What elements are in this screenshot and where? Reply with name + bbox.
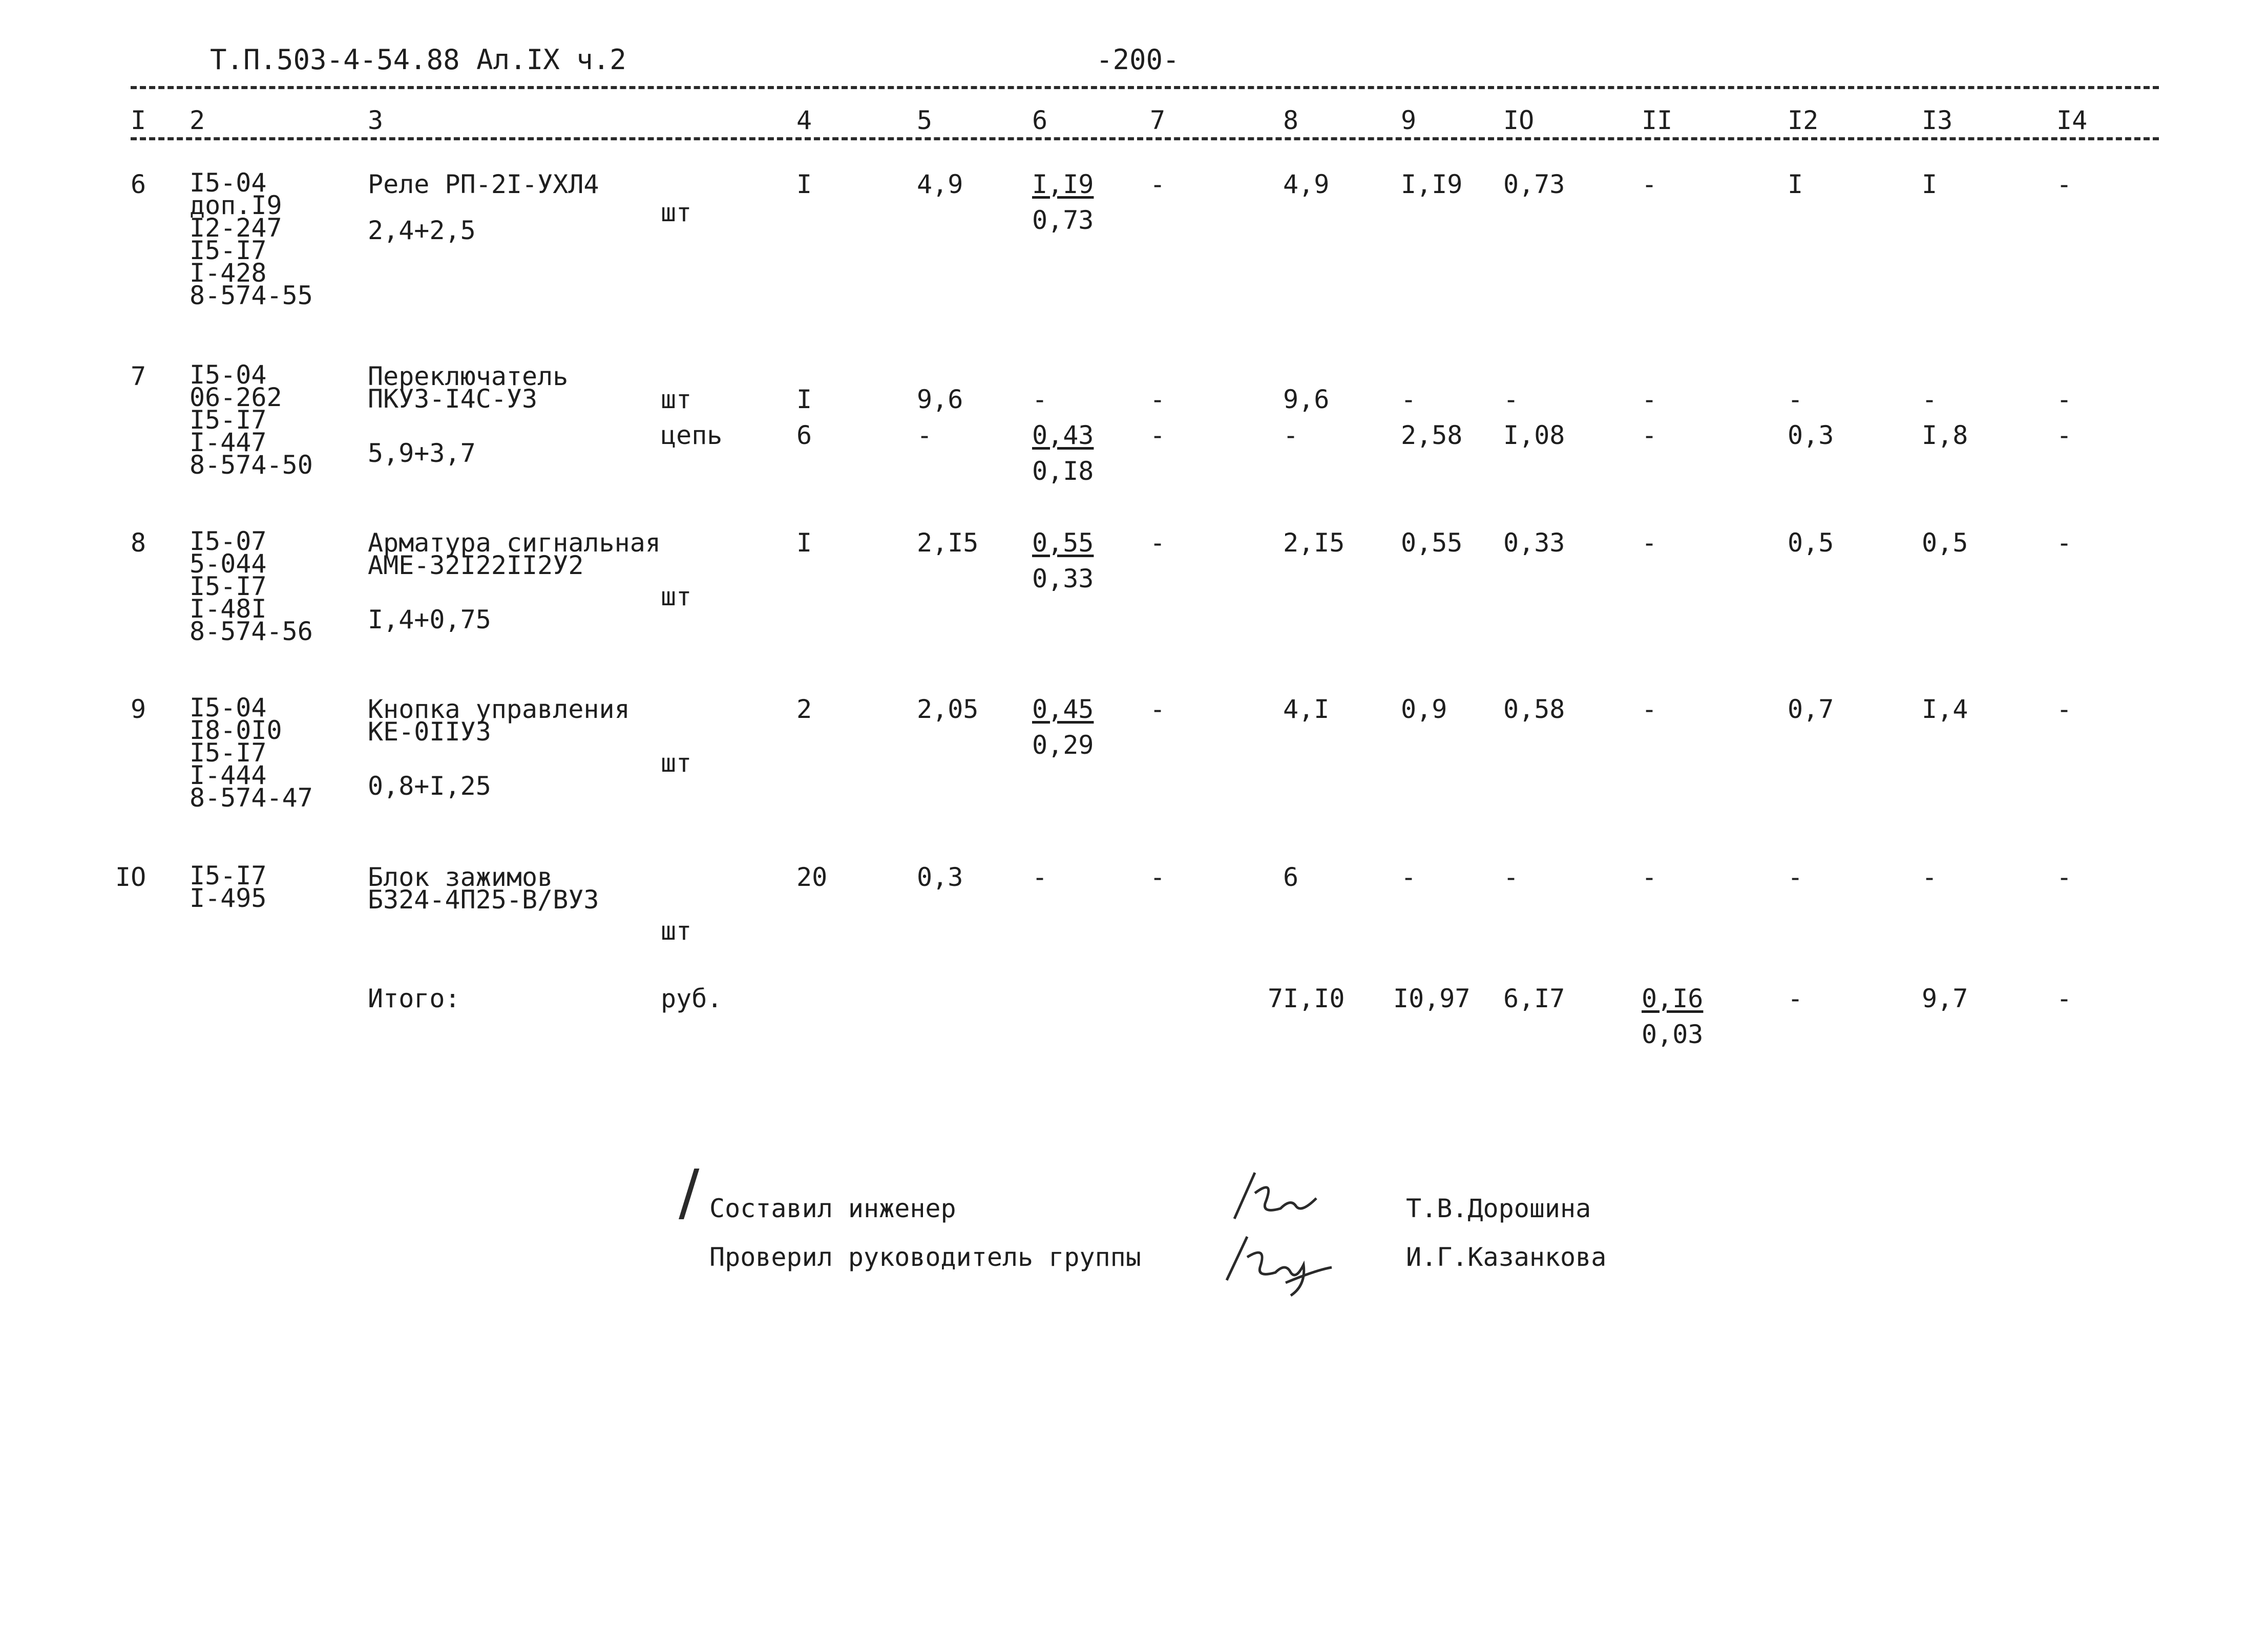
col-7-value: - <box>1150 528 1166 558</box>
col-6-value: 0,55 <box>1032 528 1094 558</box>
row-number: 6 <box>131 169 146 199</box>
col-4-value: I <box>796 528 812 558</box>
col-5-value: 4,9 <box>917 169 963 199</box>
page-number: -200- <box>1096 44 1180 76</box>
column-header-12: I2 <box>1788 105 1819 135</box>
col-12-value: 0,3 <box>1788 420 1834 450</box>
code-line: 5-044 <box>190 549 267 579</box>
code-line: I-444 <box>190 760 267 790</box>
col-13-value: I,8 <box>1922 420 1968 450</box>
unit: шт <box>661 198 692 227</box>
col-10-value: I,08 <box>1503 420 1565 450</box>
col-10-value: - <box>1503 385 1519 414</box>
column-header-6: 6 <box>1032 105 1048 135</box>
col-5-value: 2,I5 <box>917 528 979 558</box>
column-header-8: 8 <box>1283 105 1299 135</box>
item-name: АМЕ-32I22II2У2 <box>368 550 584 580</box>
col-8-value: 4,I <box>1283 694 1330 724</box>
col-11-value: - <box>1642 528 1657 558</box>
item-formula: I,4+0,75 <box>368 605 491 634</box>
total-col-11: 0,I6 <box>1642 984 1704 1013</box>
item-name: Блок зажимов <box>368 862 553 892</box>
col-8-value: 4,9 <box>1283 169 1330 199</box>
code-line: I2-247 <box>190 213 282 243</box>
col-12-value: 0,5 <box>1788 528 1834 558</box>
col-14-value: - <box>2056 169 2072 199</box>
code-line: 8-574-55 <box>190 281 313 310</box>
item-name: Переключатель <box>368 362 569 391</box>
col-5-value: 9,6 <box>917 385 963 414</box>
col-7-value: - <box>1150 862 1166 892</box>
column-header-3: 3 <box>368 105 384 135</box>
col-7-value: - <box>1150 694 1166 724</box>
col-6-value: 0,43 <box>1032 420 1094 450</box>
col-14-value: - <box>2056 385 2072 414</box>
col-9-value: 0,9 <box>1401 694 1447 724</box>
col-6-value-lower: 0,29 <box>1032 730 1094 760</box>
col-8-value: - <box>1283 420 1299 450</box>
col-13-value: - <box>1922 385 1938 414</box>
col-10-value: 0,33 <box>1503 528 1565 558</box>
item-name: Кнопка управления <box>368 694 630 724</box>
compiled-by-name: Т.В.Дорошина <box>1406 1194 1591 1223</box>
document-code: Т.П.503-4-54.88 Ал.IX ч.2 <box>210 44 626 76</box>
code-line: 8-574-47 <box>190 783 313 813</box>
col-10-value: - <box>1503 862 1519 892</box>
item-name: Арматура сигнальная <box>368 528 661 558</box>
unit: шт <box>661 916 692 946</box>
col-7-value: - <box>1150 385 1166 414</box>
col-13-value: - <box>1922 862 1938 892</box>
item-formula: 2,4+2,5 <box>368 216 476 245</box>
row-number: 7 <box>131 362 146 391</box>
total-col-13: 9,7 <box>1922 984 1968 1013</box>
column-header-9: 9 <box>1401 105 1417 135</box>
code-line: 8-574-56 <box>190 617 313 646</box>
col-11-value: - <box>1642 169 1657 199</box>
code-line: I5-I7 <box>190 571 267 601</box>
col-11-value: - <box>1642 862 1657 892</box>
col-6-value: 0,45 <box>1032 694 1094 724</box>
col-6-value: - <box>1032 385 1048 414</box>
column-header-7: 7 <box>1150 105 1166 135</box>
code-line: I5-I7 <box>190 236 267 265</box>
unit: шт <box>661 748 692 778</box>
code-line: 06-262 <box>190 383 282 412</box>
col-12-value: I <box>1788 169 1803 199</box>
column-header-13: I3 <box>1922 105 1953 135</box>
col-7-value: - <box>1150 420 1166 450</box>
col-10-value: 0,73 <box>1503 169 1565 199</box>
code-line: I5-04 <box>190 168 267 198</box>
code-line: I-48I <box>190 594 267 624</box>
col-4-value: I <box>796 385 812 414</box>
col-8-value: 6 <box>1283 862 1299 892</box>
col-14-value: - <box>2056 420 2072 450</box>
total-col-9: I0,97 <box>1393 984 1471 1013</box>
code-line: I5-I7 <box>190 405 267 435</box>
total-col-10: 6,I7 <box>1503 984 1565 1013</box>
col-6-value: - <box>1032 862 1048 892</box>
col-11-value: - <box>1642 694 1657 724</box>
column-header-14: I4 <box>2056 105 2088 135</box>
column-header-1: I <box>131 105 146 135</box>
item-name: Б324-4П25-В/ВУ3 <box>368 885 599 915</box>
col-5-value: 0,3 <box>917 862 963 892</box>
code-line: I-447 <box>190 428 267 457</box>
col-13-value: I,4 <box>1922 694 1968 724</box>
code-line: I-495 <box>190 883 267 913</box>
col-6-value-lower: 0,33 <box>1032 564 1094 593</box>
item-formula: 0,8+I,25 <box>368 771 491 801</box>
unit: шт <box>661 582 692 611</box>
signature-checked <box>1214 1224 1337 1301</box>
col-4-value: 6 <box>796 420 812 450</box>
col-4-value: 2 <box>796 694 812 724</box>
code-line: 8-574-50 <box>190 450 313 480</box>
row-number: 8 <box>131 528 146 558</box>
column-header-2: 2 <box>190 105 205 135</box>
item-name: Реле РП-2I-УХЛ4 <box>368 169 599 199</box>
signature-compiled <box>1219 1162 1327 1229</box>
total-col-8: 7I,I0 <box>1268 984 1345 1013</box>
checked-by-label: Проверил руководитель группы <box>709 1242 1141 1272</box>
col-8-value: 9,6 <box>1283 385 1330 414</box>
total-col-14: - <box>2056 984 2072 1013</box>
checked-by-name: И.Г.Казанкова <box>1406 1242 1607 1272</box>
row-number: 9 <box>131 694 146 724</box>
col-12-value: - <box>1788 385 1803 414</box>
col-9-value: - <box>1401 385 1417 414</box>
code-line: I8-0I0 <box>190 715 282 745</box>
total-col-11-lower: 0,03 <box>1642 1020 1704 1049</box>
col-6-value: I,I9 <box>1032 169 1094 199</box>
col-5-value: - <box>917 420 933 450</box>
col-4-value: I <box>796 169 812 199</box>
col-14-value: - <box>2056 694 2072 724</box>
code-line: доп.I9 <box>190 190 282 220</box>
column-header-10: IO <box>1503 105 1535 135</box>
column-header-11: II <box>1642 105 1673 135</box>
col-8-value: 2,I5 <box>1283 528 1345 558</box>
col-10-value: 0,58 <box>1503 694 1565 724</box>
column-header-5: 5 <box>917 105 933 135</box>
col-11-value: - <box>1642 385 1657 414</box>
col-5-value: 2,05 <box>917 694 979 724</box>
col-14-value: - <box>2056 862 2072 892</box>
col-14-value: - <box>2056 528 2072 558</box>
slash-mark: / <box>679 1157 700 1228</box>
code-line: I5-07 <box>190 526 267 556</box>
col-6-value-lower: 0,73 <box>1032 205 1094 235</box>
code-line: I5-I7 <box>190 738 267 768</box>
code-line: I5-I7 <box>190 861 267 890</box>
col-9-value: I,I9 <box>1401 169 1463 199</box>
col-12-value: - <box>1788 862 1803 892</box>
col-7-value: - <box>1150 169 1166 199</box>
total-unit: руб. <box>661 984 723 1013</box>
col-9-value: - <box>1401 862 1417 892</box>
col-6-value-lower: 0,I8 <box>1032 456 1094 486</box>
column-header-4: 4 <box>796 105 812 135</box>
header-rule <box>131 137 2159 140</box>
total-label: Итого: <box>368 984 460 1013</box>
col-13-value: I <box>1922 169 1938 199</box>
item-name: КЕ-0IIУ3 <box>368 717 491 747</box>
top-rule <box>131 86 2159 89</box>
col-13-value: 0,5 <box>1922 528 1968 558</box>
compiled-by-label: Составил инженер <box>709 1194 956 1223</box>
col-9-value: 2,58 <box>1401 420 1463 450</box>
col-4-value: 20 <box>796 862 828 892</box>
unit: шт <box>661 385 692 414</box>
unit: цепь <box>661 420 723 450</box>
code-line: I-428 <box>190 258 267 288</box>
code-line: I5-04 <box>190 360 267 390</box>
item-formula: 5,9+3,7 <box>368 438 476 468</box>
col-9-value: 0,55 <box>1401 528 1463 558</box>
col-11-value: - <box>1642 420 1657 450</box>
code-line: I5-04 <box>190 693 267 723</box>
col-12-value: 0,7 <box>1788 694 1834 724</box>
row-number: IO <box>115 862 146 892</box>
item-name: ПКУ3-I4С-У3 <box>368 384 538 414</box>
total-col-12: - <box>1788 984 1803 1013</box>
